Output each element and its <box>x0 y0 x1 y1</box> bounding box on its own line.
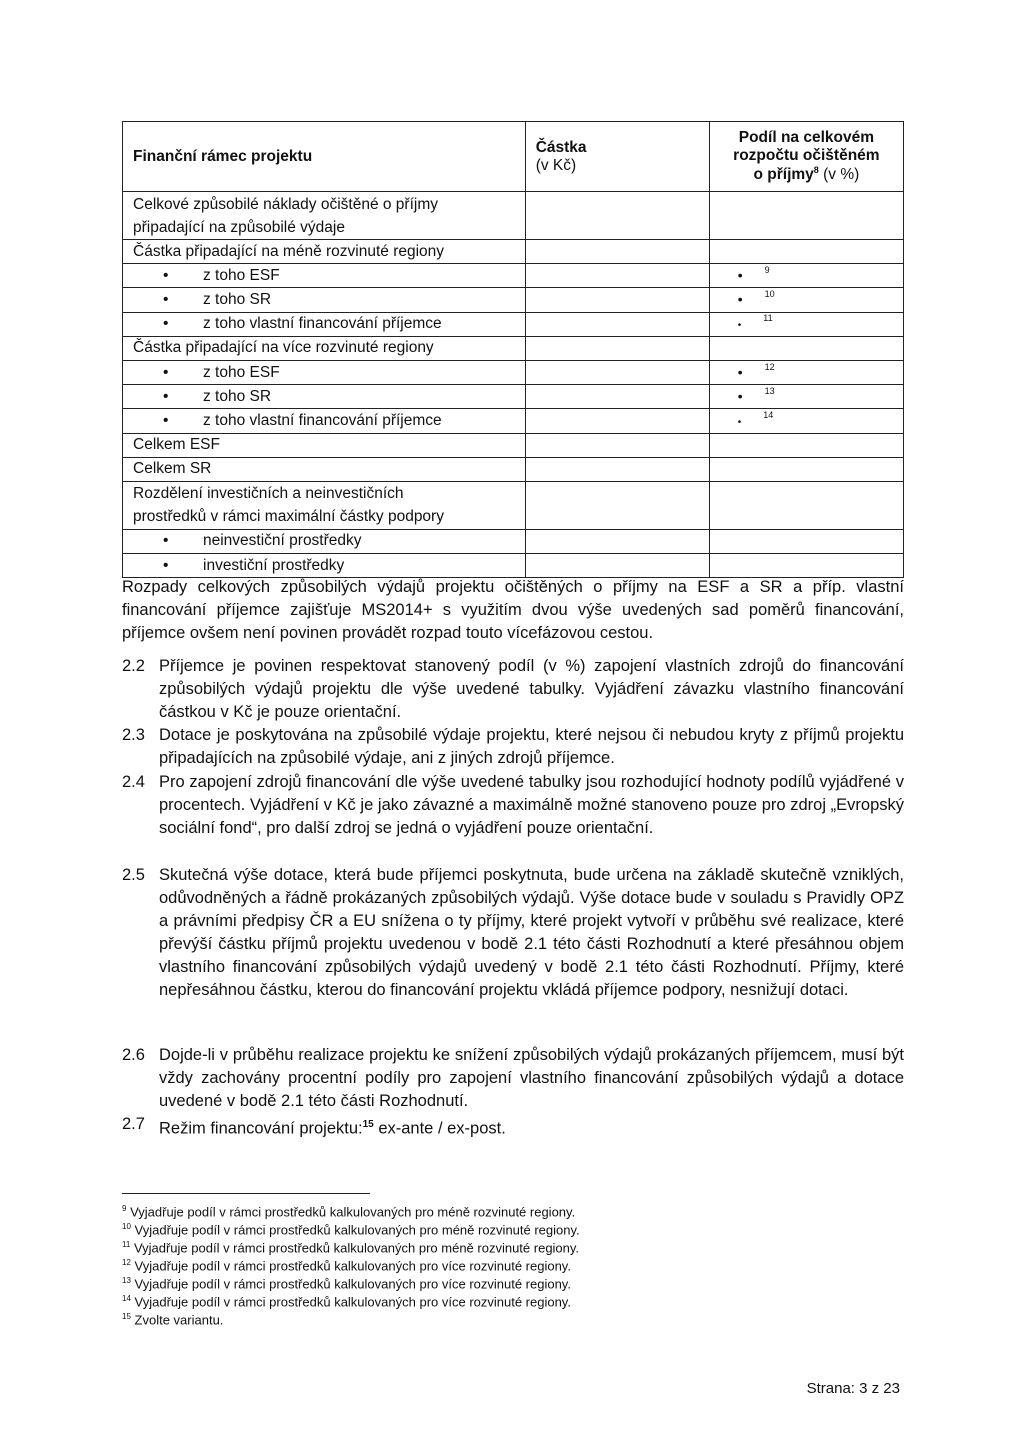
amount-cell[interactable] <box>525 288 709 312</box>
amount-cell[interactable] <box>525 360 709 384</box>
share-cell[interactable]: • $^{12}$ <box>709 360 903 384</box>
table-row: Celkem ESF <box>123 433 904 457</box>
share-cell[interactable] <box>709 481 903 529</box>
share-cell[interactable]: • $^9$ <box>709 264 903 288</box>
amount-cell[interactable] <box>525 385 709 409</box>
table-row: Celkové způsobilé náklady očištěné o příjmy připadající na způsobilé výdaje <box>123 192 904 240</box>
share-cell[interactable] <box>709 192 903 240</box>
amount-cell[interactable] <box>525 192 709 240</box>
amount-cell[interactable] <box>525 312 709 336</box>
amount-cell[interactable] <box>525 264 709 288</box>
footnote: $^{14}$ Vyjadřuje podíl v rámci prostředků kalkulovaných pro více rozvinuté regiony. <box>122 1294 571 1310</box>
footnote: $^{13}$ Vyjadřuje podíl v rámci prostředků kalkulovaných pro více rozvinuté regiony. <box>122 1276 571 1292</box>
share-cell[interactable] <box>709 554 903 578</box>
footnote: $^{11}$ Vyjadřuje podíl v rámci prostředků kalkulovaných pro méně rozvinuté regiony. <box>122 1240 580 1256</box>
header-col-share: Podíl na celkovém rozpočtu očištěném o příjmy$^8$ (v %) <box>709 122 903 192</box>
footnote: $^9$ Vyjadřuje podíl v rámci prostředků kalkulovaných pro méně rozvinuté regiony. <box>122 1204 576 1220</box>
item-text: Režim financování projektu:$^{15}$ ex-ante / ex-post. <box>159 1119 506 1138</box>
table-row: Částka připadající na více rozvinuté regiony <box>123 336 904 360</box>
table-row: • z toho SR • $^{10}$ <box>123 288 904 312</box>
item-text: Skutečná výše dotace, která bude příjemci poskytnuta, bude určena na základě skutečně vzniklých, odůvodněných a řádně prokázaných způsobilých výdajů. Výše dotace bude v souladu s Pravidly OPZ a právními předpisy ČR a EU snížena o ty příjmy, které projekt vytvoří v průběhu své realizace, které převýší částku příjmů projektu uvedenou v bodě 2.1 této části Rozhodnutí a které přesáhnou objem vlastního financování způsobilých výdajů uvedený v bodě 2.1 této části Rozhodnutí. Příjmy, které nepřesáhnou částku, kterou do financování projektu vkládá příjemce podpory, nesnižují dotaci. <box>159 866 904 999</box>
footnote: $^{10}$ Vyjadřuje podíl v rámci prostředků kalkulovaných pro méně rozvinuté regiony. <box>122 1222 580 1238</box>
financial-framework-table <box>122 121 904 578</box>
amount-cell[interactable] <box>525 240 709 264</box>
item-text: Pro zapojení zdrojů financování dle výše uvedené tabulky jsou rozhodující hodnoty podílů vyjádřené v procentech. Vyjádření v Kč je jako závazné a maximálně možné stanoveno pouze pro zdroj „Evropský sociální fond“, pro další zdroj se jedná o vyjádření pouze orientační. <box>159 773 904 837</box>
table-header-row <box>123 122 904 192</box>
item-number: 2.4 <box>122 773 145 791</box>
table-row: Rozdělení investičních a neinvestičních prostředků v rámci maximální částky podpory <box>123 481 904 529</box>
item-number: 2.5 <box>122 866 145 884</box>
share-cell[interactable]: •$^{11}$ <box>709 312 903 336</box>
item-number: 2.7 <box>122 1115 145 1133</box>
footnote: $^{15}$ Zvolte variantu. <box>122 1312 224 1328</box>
amount-cell[interactable] <box>525 529 709 553</box>
item-number: 2.3 <box>122 726 145 744</box>
item-text: Příjemce je povinen respektovat stanovený podíl (v %) zapojení vlastních zdrojů do financování způsobilých výdajů projektu dle výše uvedené tabulky. Vyjádření závazku vlastního financování částkou v Kč je pouze orientační. <box>159 657 904 721</box>
intro-paragraph: Rozpady celkových způsobilých výdajů projektu očištěných o příjmy na ESF a SR a příp. vlastní financování příjemce zajišťuje MS2014+ s využitím dvou výše uvedených sad poměrů financování, příjemce ovšem není povinen provádět rozpad touto vícefázovou cestou. <box>122 578 904 642</box>
share-cell[interactable]: •$^{14}$ <box>709 409 903 433</box>
amount-cell[interactable] <box>525 409 709 433</box>
table-row: • neinvestiční prostředky <box>123 529 904 553</box>
item-text: Dojde-li v průběhu realizace projektu ke snížení způsobilých výdajů prokázaných příjemcem, musí být vždy zachovány procentní podíly pro zapojení vlastního financování způsobilých výdajů a dotace uvedené v bodě 2.1 této části Rozhodnutí. <box>159 1046 904 1110</box>
table-row: • investiční prostředky <box>123 554 904 578</box>
table-row: • z toho SR • $^{13}$ <box>123 385 904 409</box>
share-cell[interactable] <box>709 457 903 481</box>
footnote: $^{12}$ Vyjadřuje podíl v rámci prostředků kalkulovaných pro více rozvinuté regiony. <box>122 1258 571 1274</box>
share-cell[interactable]: • $^{10}$ <box>709 288 903 312</box>
table-row: • z toho ESF • $^{12}$ <box>123 360 904 384</box>
footnote-divider <box>122 1193 370 1194</box>
header-col-amount: Částka (v Kč) <box>525 122 709 192</box>
table-row: • z toho vlastní financování příjemce •$^{14}$ <box>123 409 904 433</box>
amount-cell[interactable] <box>525 457 709 481</box>
item-number: 2.2 <box>122 657 145 675</box>
share-cell[interactable] <box>709 240 903 264</box>
item-number: 2.6 <box>122 1046 145 1064</box>
table-row: • z toho vlastní financování příjemce •$^{11}$ <box>123 312 904 336</box>
item-text: Dotace je poskytována na způsobilé výdaje projektu, které nejsou či nebudou kryty z příjmů projektu připadajících na způsobilé výdaje, ani z jiných zdrojů příjemce. <box>159 726 904 767</box>
share-cell[interactable] <box>709 336 903 360</box>
share-cell[interactable] <box>709 529 903 553</box>
table-row: Celkem SR <box>123 457 904 481</box>
table-row: • z toho ESF • $^9$ <box>123 264 904 288</box>
table-row: Částka připadající na méně rozvinuté regiony <box>123 240 904 264</box>
amount-cell[interactable] <box>525 554 709 578</box>
header-col-financial-frame: Finanční rámec projektu <box>123 122 526 192</box>
share-cell[interactable]: • $^{13}$ <box>709 385 903 409</box>
page-number: Strana: 3 z 23 <box>806 1380 900 1397</box>
amount-cell[interactable] <box>525 433 709 457</box>
amount-cell[interactable] <box>525 336 709 360</box>
amount-cell[interactable] <box>525 481 709 529</box>
share-cell[interactable] <box>709 433 903 457</box>
